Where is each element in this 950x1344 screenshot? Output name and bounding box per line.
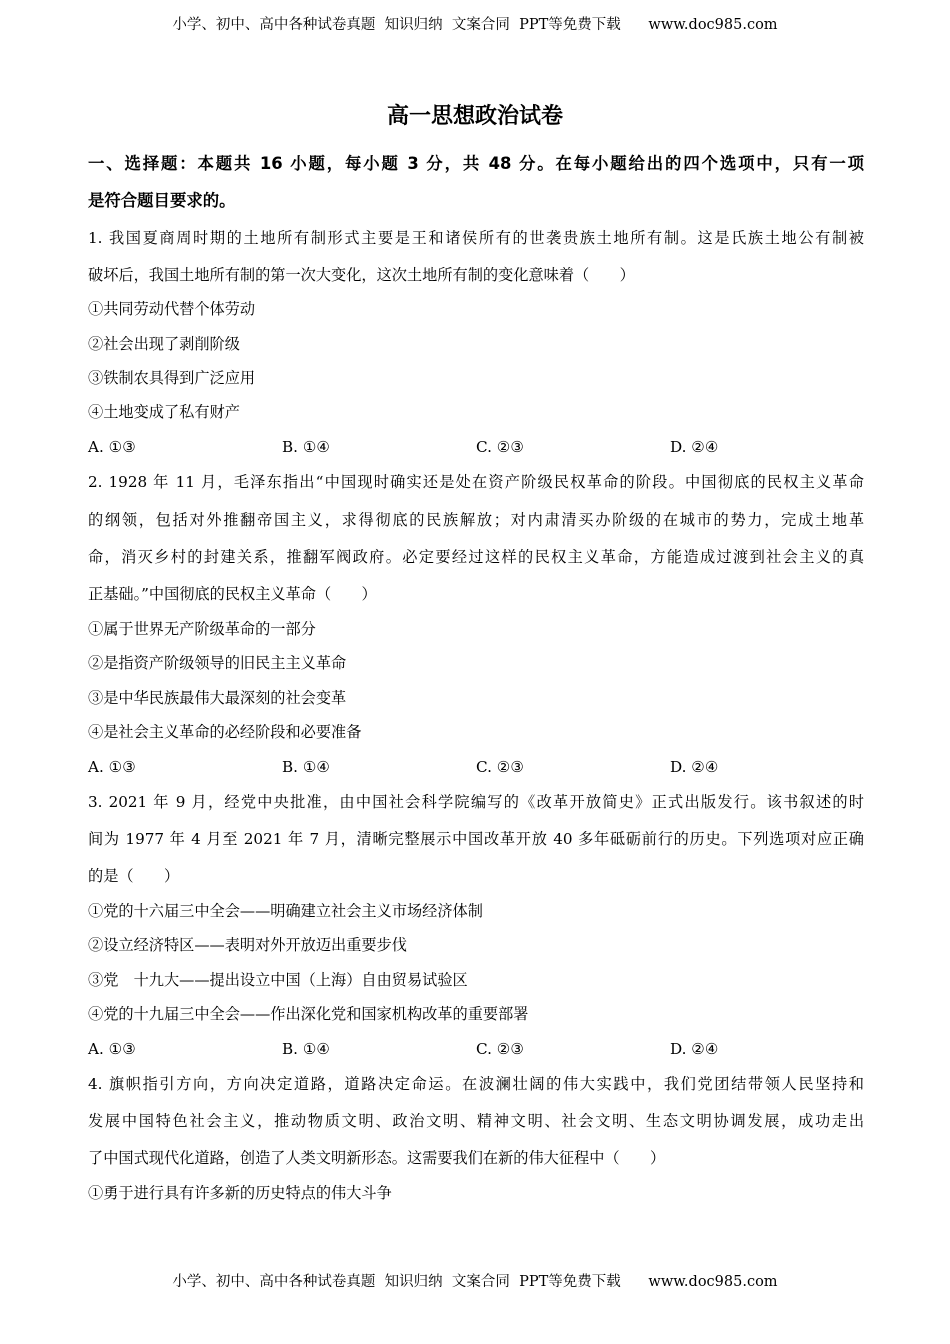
q3-item-3: ③党 十九大——提出设立中国（上海）自由贸易试验区: [88, 971, 468, 989]
q3-item-2: ②设立经济特区——表明对外开放迈出重要步伐: [88, 936, 407, 954]
q4-stem-line-1: 4. 旗帜指引方向，方向决定道路，道路决定命运。在波澜壮阔的伟大实践中，我们党团结带领人民坚持和: [88, 1075, 864, 1093]
q2-stem-line-2: 的纲领，包括对外推翻帝国主义，求得彻底的民族解放；对内肃清买办阶级的在城市的势力，完成土地革: [88, 511, 864, 529]
q4-item-1: ①勇于进行具有许多新的历史特点的伟大斗争: [88, 1184, 392, 1202]
q2-stem-line-3: 命，消灭乡村的封建关系，推翻军阀政府。必定要经过这样的民权主义革命，方能造成过渡到社会主义的真: [88, 548, 864, 566]
q3-item-1: ①党的十六届三中全会——明确建立社会主义市场经济体制: [88, 902, 483, 920]
q1-stem-line-2: 破坏后，我国土地所有制的第一次大变化，这次土地所有制的变化意味着（ ）: [88, 266, 635, 284]
q2-item-4: ④是社会主义革命的必经阶段和必要准备: [88, 723, 362, 741]
q3-option-c: C. ②③: [476, 1040, 524, 1058]
section-heading-line-1: 一、选择题：本题共 16 小题，每小题 3 分，共 48 分。在每小题给出的四个选项中，只有一项: [88, 154, 864, 173]
q3-stem-line-3: 的是（ ）: [88, 867, 180, 885]
page-title: 高一思想政治试卷: [386, 104, 563, 129]
q1-option-d: D. ②④: [670, 438, 719, 456]
q2-option-c: C. ②③: [476, 758, 524, 776]
q4-stem-line-2: 发展中国特色社会主义，推动物质文明、政治文明、精神文明、社会文明、生态文明协调发展，成功走出: [88, 1112, 864, 1130]
q1-item-3: ③铁制农具得到广泛应用: [88, 369, 256, 387]
section-heading-line-2: 是符合题目要求的。: [88, 191, 236, 210]
q2-option-d: D. ②④: [670, 758, 719, 776]
q3-stem-line-2: 间为 1977 年 4 月至 2021 年 7 月，清晰完整展示中国改革开放 40 多年砥砺前行的历史。下列选项对应正确: [88, 830, 864, 848]
q2-stem-line-4: 正基础。”中国彻底的民权主义革命（ ）: [88, 585, 377, 603]
q1-stem-line-1: 1. 我国夏商周时期的土地所有制形式主要是王和诸侯所有的世袭贵族土地所有制。这是氏族土地公有制被: [88, 229, 864, 247]
q3-option-b: B. ①④: [282, 1040, 331, 1058]
q2-item-2: ②是指资产阶级领导的旧民主主义革命: [88, 654, 347, 672]
q4-stem-line-3: 了中国式现代化道路，创造了人类文明新形态。这需要我们在新的伟大征程中（ ）: [88, 1149, 666, 1167]
q3-option-a: A. ①③: [88, 1040, 136, 1058]
q1-item-2: ②社会出现了剥削阶级: [88, 335, 240, 353]
page-header: 小学、初中、高中各种试卷真题 知识归纳 文案合同 PPT等免费下载 www.doc985.com: [172, 17, 778, 33]
q3-option-d: D. ②④: [670, 1040, 719, 1058]
q1-option-a: A. ①③: [88, 438, 136, 456]
q3-stem-line-1: 3. 2021 年 9 月，经党中央批准，由中国社会科学院编写的《改革开放简史》正式出版发行。该书叙述的时: [88, 793, 864, 811]
q2-option-b: B. ①④: [282, 758, 331, 776]
q2-option-a: A. ①③: [88, 758, 136, 776]
q2-item-3: ③是中华民族最伟大最深刻的社会变革: [88, 689, 347, 707]
q2-stem-line-1: 2. 1928 年 11 月，毛泽东指出“中国现时确实还是处在资产阶级民权革命的阶段。中国彻底的民权主义革命: [88, 473, 864, 491]
q3-item-4: ④党的十九届三中全会——作出深化党和国家机构改革的重要部署: [88, 1005, 529, 1023]
q1-item-1: ①共同劳动代替个体劳动: [88, 300, 256, 318]
q2-item-1: ①属于世界无产阶级革命的一部分: [88, 620, 316, 638]
page-footer: 小学、初中、高中各种试卷真题 知识归纳 文案合同 PPT等免费下载 www.doc985.com: [172, 1274, 778, 1290]
q1-option-c: C. ②③: [476, 438, 524, 456]
q1-item-4: ④土地变成了私有财产: [88, 403, 240, 421]
q1-option-b: B. ①④: [282, 438, 331, 456]
